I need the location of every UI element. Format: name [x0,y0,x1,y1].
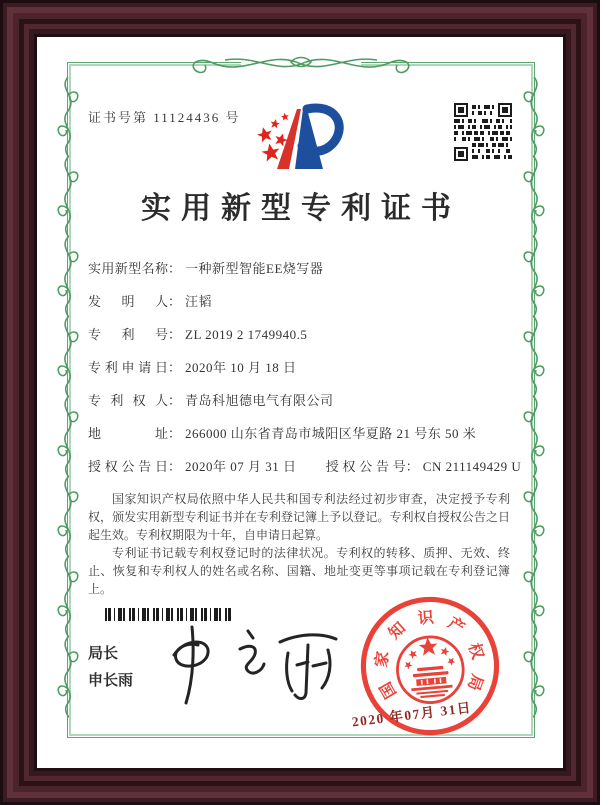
qr-code [454,103,512,161]
matte [40,40,560,765]
cnipa-logo [245,97,355,182]
field-value: 一种新型智能EE烧写器 [185,261,324,276]
field-row: 实用新型名称： 一种新型智能EE烧写器 [88,259,510,279]
field-label: 专利号 [88,327,168,342]
seal-char: 产 [444,614,468,638]
field-label: 发明人 [88,294,168,309]
top-flourish-ornament [141,45,461,83]
legal-paragraph: 专利证书记载专利权登记时的法律状况。专利权的转移、质押、无效、终止、恢复和专利权人的姓名或名称、国籍、地址变更等事项记载在专利登记簿上。 [88,546,510,596]
field-value: 266000 山东省青岛市城阳区华夏路 21 号东 50 米 [185,426,477,441]
field-value: 青岛科旭德电气有限公司 [185,393,334,408]
grant-date-pair: 授权公告日： 2020年 07 月 31 日 [88,459,297,474]
left-vine-ornament [54,77,82,722]
field-value: ZL 2019 2 1749940.5 [185,327,308,342]
field-value: 2020年 10 月 18 日 [185,360,297,375]
seal-char: 国 [377,678,401,701]
certificate-number: 证书号第 11124436 号 [88,110,241,125]
field-label: 专利权人 [88,393,168,408]
seal-char: 权 [464,641,486,662]
seal-char: 家 [373,650,393,669]
signer-title: 局长 [88,646,119,662]
handwritten-signature [160,615,355,710]
field-row: 专利申请日： 2020年 10 月 18 日 [88,358,510,378]
grant-no-label: 授权公告号 [325,459,406,474]
field-label: 专利申请日 [88,360,168,375]
grant-no-value: CN 211149429 U [422,459,522,474]
fields-block [88,259,522,598]
grant-date-label: 授权公告日 [88,459,168,474]
seal-date: 2020 年07月 31日 [350,699,473,730]
signer-name: 申长雨 [88,673,134,689]
seal-char: 局 [464,671,486,693]
signer-block [88,641,133,695]
national-emblem-icon [395,634,466,705]
field-row: 专利权人： 青岛科旭德电气有限公司 [88,391,510,411]
right-vine-ornament [520,77,548,722]
field-row: 地址： 266000 山东省青岛市城阳区华夏路 21 号东 50 米 [88,424,510,444]
certificate-border [67,62,535,738]
field-row: 专利号： ZL 2019 2 1749940.5 [88,325,510,345]
seal-char: 识 [417,609,435,628]
field-row: 发明人： 汪韬 [88,292,510,312]
field-label: 地址 [88,426,168,441]
grant-date-value: 2020年 07 月 31 日 [185,459,297,474]
legal-text [88,490,510,598]
grant-no-pair: 授权公告号： CN 211149429 U [326,459,522,474]
grant-row [88,457,522,477]
legal-paragraph: 国家知识产权局依照中华人民共和国专利法经过初步审查，决定授予专利权，颁发实用新型专利证书并在专利登记簿上予以登记。专利权自授权公告之日起生效。专利权期限为十年，自申请日起算。 [88,492,510,542]
field-label: 实用新型名称 [88,261,168,276]
seal-char: 知 [385,619,410,643]
field-value: 汪韬 [185,294,213,309]
certificate-title: 实用新型专利证书 [141,192,461,225]
